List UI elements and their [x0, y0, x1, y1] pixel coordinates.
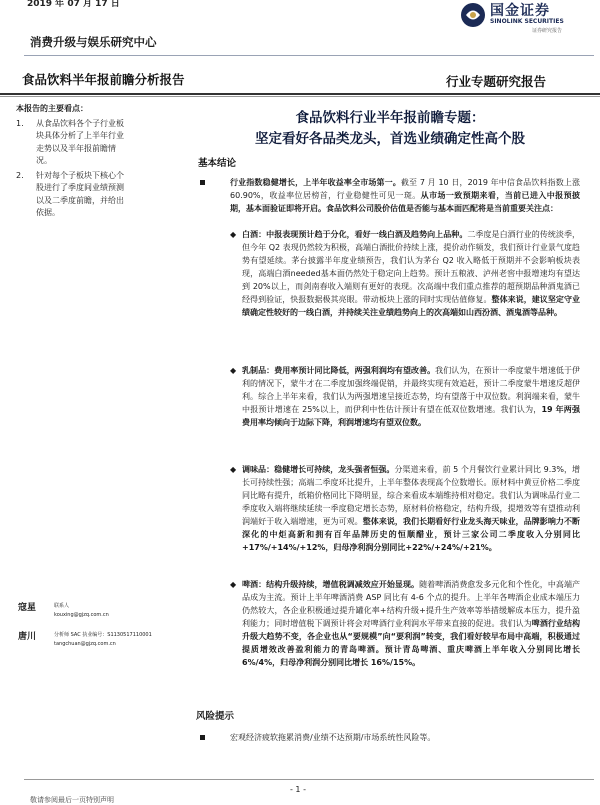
- sidebar-item: [16, 170, 188, 220]
- intro-paragraph: [230, 176, 580, 215]
- report-series-title: 食品饮料半年报前瞻分析报告: [22, 72, 185, 87]
- header-divider: [24, 55, 594, 56]
- sidebar-item: [16, 118, 188, 168]
- logo-subtitle: 证券研究报告: [532, 28, 563, 34]
- analyst-email: kouxing@gjzq.com.cn: [54, 612, 109, 618]
- seasoning-text: 分渠道来看，前 5 个月餐饮行业累计同比 9.3%，增长可持续性强；高端二季度环比提升，上半年整体表现高个位数增长。原材料中黄豆价格二季度同比略有提升，纸箱价格同比下降明显，综合来看成本端维持相对稳定。我们认为调味品行业二季度收入端将继续延续一季度稳定增长态势，原材料价格稳定，结构升级，提增效等有望推动利润端好于收入端增速，更为可观。: [242, 465, 581, 526]
- analyst-title: 联系人: [54, 603, 70, 609]
- sidebar-highlights: [16, 103, 188, 222]
- report-date: 2019 年 07 月 17 日: [27, 0, 120, 9]
- title-divider: [0, 93, 600, 95]
- section-title-conclusion: 基本结论: [198, 158, 237, 169]
- beer-text: 随着啤酒消费愈发多元化和个性化，中高端产品成为主流。预计上半年啤酒消费 ASP 同比有 4-6 个点的提升。上半年各啤酒企业成本端压力仍然较大，各企业积极通过提升罐化率+结构升级+提升生产效率等举措缓解成本压力，提升盈利能力；同时增值税下调预计将会对啤酒行业利润水平带来直接的促进。我们认为: [242, 580, 581, 628]
- title-divider-thin: [0, 96, 600, 97]
- report-type: 行业专题研究报告: [446, 74, 547, 89]
- analyst-name: 寇星: [18, 603, 37, 613]
- diamond-bullet-icon: ◆: [230, 230, 237, 239]
- analyst-email: tangchuan@gjzq.com.cn: [54, 641, 116, 647]
- sidebar-title: 本报告的主要看点：: [16, 104, 88, 113]
- sidebar-item-number: 1.: [16, 118, 24, 128]
- research-center: 消费升级与娱乐研究中心: [30, 35, 157, 49]
- intro-lead: 行业指数稳健增长，上半年收益率全市场第一。: [230, 178, 401, 187]
- logo-mark-icon: [460, 2, 486, 28]
- analyst-name: 唐川: [18, 632, 37, 642]
- sidebar-item-number: 2.: [16, 170, 24, 180]
- logo-chinese-name: 国金证券: [490, 3, 550, 19]
- sidebar-item-text: 针对每个子板块下核心个股进行了季度间业绩预测以及二季度前瞻，并给出依据。: [36, 170, 124, 217]
- seasoning-lead: 调味品：稳健增长可持续，龙头强者恒强。: [242, 465, 395, 474]
- seasoning-conclusion: 整体来说，我们长期看好行业龙头海天味业，品牌影响力不断深化的中炬高新和拥有百年品牌历史的恒顺醋业，预计三家公司二季度收入分别同比+17%/+14%/+12%，归母净利润分别同比+22%/+24%/+21%。: [242, 517, 580, 552]
- analyst-block: [18, 629, 152, 647]
- beer-lead: 啤酒：结构升级持续，增值税调减效应开始显现。: [242, 580, 420, 589]
- baijiu-lead: 白酒：中报表现预计趋于分化，看好一线白酒及趋势向上品种。: [242, 230, 468, 239]
- intro-lead-2: 从市场一致预期来看，当前已进入中报预披期，基本面验证即将开启。食品饮料公司股价估值是否能与基本面匹配将是当前重要关注点：: [230, 191, 580, 213]
- beer-conclusion: 啤酒行业结构升级大趋势不变，各企业也从“要规模”向“要利润”转变，我们看好较早布局中高端，积极通过提质增效改善盈利能力的青岛啤酒。预计青岛啤酒、重庆啤酒上半年收入分别同比增长 6%/4%，归母净利润分别同比增长 16%/15%。: [242, 619, 581, 667]
- baijiu-paragraph: [242, 228, 580, 319]
- sidebar-item-text: 从食品饮料各个子行业板块具体分析了上半年行业走势以及半年报前瞻情况。: [36, 118, 124, 165]
- main-title-line2: 坚定看好各品类龙头，首选业绩确定性高个股: [255, 131, 525, 147]
- footer-divider: [24, 779, 594, 780]
- diamond-bullet-icon: ◆: [230, 465, 237, 474]
- dairy-conclusion: 19 年两强费用率均倾向于边际下降，利润增速均有望双位数。: [242, 405, 580, 427]
- company-logo: [460, 2, 590, 38]
- risk-text: 宏观经济疲软拖累消费/业绩不达预期/市场系统性风险等。: [230, 733, 436, 742]
- page-number: - 1 -: [290, 785, 306, 794]
- dairy-lead: 乳制品：费用率预计同比降低，两强利润均有望改善。: [242, 366, 436, 375]
- footer-disclaimer: 敬请参阅最后一页特别声明: [30, 796, 114, 804]
- dairy-paragraph: [242, 364, 580, 429]
- intro-text: 截至 7 月 10 日，2019 年中信食品饮料指数上涨 60.90%，收益率位居榜首，行业稳健性可见一斑。: [230, 178, 581, 200]
- diamond-bullet-icon: ◆: [230, 366, 237, 375]
- baijiu-conclusion: 整体来说，建议坚定守业绩确定性较好的一线白酒，并持续关注业绩趋势向上的次高端如山西汾酒、酒鬼酒等品种。: [242, 295, 581, 317]
- square-bullet-icon: [200, 735, 205, 740]
- diamond-bullet-icon: ◆: [230, 580, 237, 589]
- section-title-risk: 风险提示: [196, 711, 235, 722]
- logo-english-name: SINOLINK SECURITIES: [490, 18, 564, 25]
- square-bullet-icon: [200, 180, 205, 185]
- dairy-text: 我们认为，在预计一季度蒙牛增速低于伊利的情况下，蒙牛才在二季度加强终端促销，并最终实现有效追赶，预计二季度蒙牛增速反超伊利。综合上半年来看，我们认为两强增速呈接近态势，均有望落于中双位数。利润端来看，蒙牛中报预计增速在 25%以上，而伊利中性估计预计有望在低双位数增速。我们认为，: [242, 366, 580, 414]
- main-title-line1: 食品饮料行业半年报前瞻专题：: [295, 110, 485, 126]
- beer-paragraph: [242, 578, 580, 669]
- analyst-block: [18, 600, 109, 618]
- seasoning-paragraph: [242, 463, 580, 554]
- analyst-title: 分析师 SAC 执业编号：S1130517110001: [54, 632, 152, 638]
- baijiu-text: 二季度是白酒行业的传统淡季，但今年 Q2 表现仍然较为积极，高端白酒批价持续上涨，提价动作频发，我们预计行业景气度趋势有望延续。茅台披露半年度业绩预告，我们认为茅台 Q2 收入略低于预期并不会影响板块表现，高端白酒needed基本面仍然处于稳定向上趋势。预计五粮液、泸州老窖中报增速均有望达到 20%以上，而剑南春收入端则有更好的表现。次高端中我们重点推荐的超预期品种酒鬼酒已经得到验证，快报数据极其亮眼。带动板块上涨的同时实现估值修复。: [242, 230, 581, 304]
